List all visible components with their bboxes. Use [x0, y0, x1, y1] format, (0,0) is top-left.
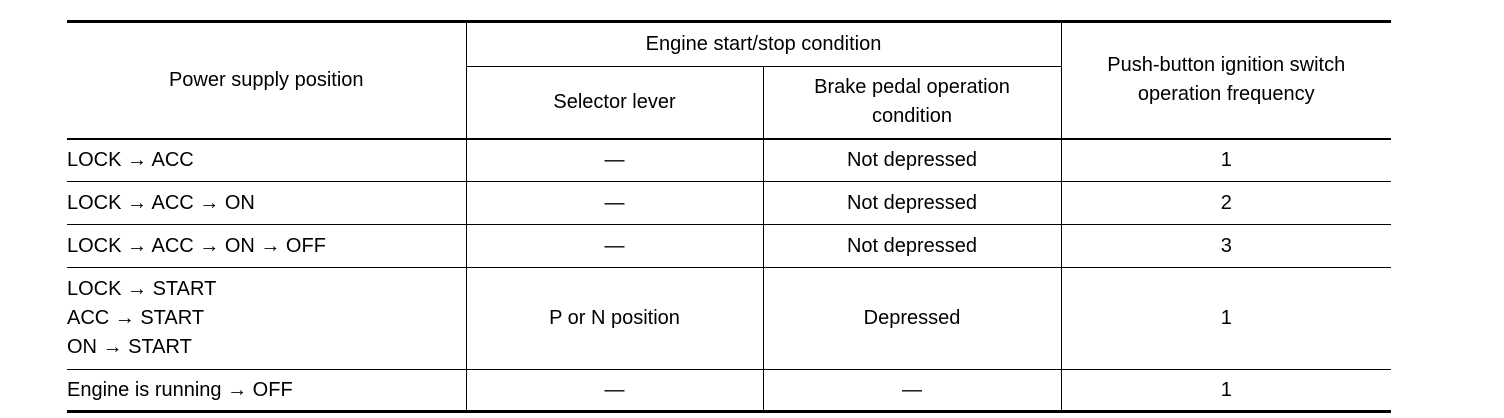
position-line: LOCK → ACC → ON [67, 191, 255, 214]
position-line: ACC → START [67, 307, 205, 329]
cell-selector-lever: — [466, 370, 763, 412]
position-line: ON → START [67, 336, 192, 358]
position-line: LOCK → ACC [67, 148, 194, 171]
position-line: LOCK → ACC → ON → OFF [67, 234, 326, 257]
position-line: Engine is running → OFF [67, 378, 293, 401]
table-row [67, 225, 1391, 268]
header-brake-line: Brake pedal operation [814, 76, 1010, 99]
cell-frequency: 2 [1061, 182, 1391, 225]
header-row-top [67, 22, 1391, 67]
cell-power-supply-position [67, 182, 466, 225]
cell-brake-pedal: Not depressed [763, 139, 1061, 182]
header-frequency-line: operation frequency [1137, 83, 1315, 106]
table-row [67, 182, 1391, 225]
position-line: LOCK → START [67, 278, 217, 300]
cell-frequency: 1 [1061, 370, 1391, 412]
table-row [67, 268, 1391, 370]
table-header [67, 22, 1391, 139]
cell-brake-pedal: Depressed [763, 268, 1061, 370]
ignition-operation-table [67, 20, 1391, 413]
header-selector-lever: Selector lever [466, 67, 763, 139]
header-frequency-line: Push-button ignition switch [1107, 54, 1346, 77]
cell-selector-lever: P or N position [466, 268, 763, 370]
cell-frequency: 1 [1061, 139, 1391, 182]
cell-frequency: 3 [1061, 225, 1391, 268]
cell-brake-pedal: Not depressed [763, 225, 1061, 268]
cell-selector-lever: — [466, 182, 763, 225]
cell-selector-lever: — [466, 225, 763, 268]
cell-power-supply-position [67, 139, 466, 182]
cell-power-supply-position [67, 268, 466, 370]
table-body [67, 139, 1391, 412]
cell-frequency: 1 [1061, 268, 1391, 370]
cell-power-supply-position [67, 370, 466, 412]
cell-power-supply-position [67, 225, 466, 268]
cell-brake-pedal: — [763, 370, 1061, 412]
cell-brake-pedal: Not depressed [763, 182, 1061, 225]
header-power-supply-position: Power supply position [67, 22, 466, 139]
table-row [67, 139, 1391, 182]
header-operation-frequency [1061, 22, 1391, 139]
cell-selector-lever: — [466, 139, 763, 182]
header-engine-start-stop-condition: Engine start/stop condition [466, 22, 1061, 67]
header-brake-pedal-condition [763, 67, 1061, 139]
table-row [67, 370, 1391, 412]
header-brake-line: condition [871, 105, 953, 128]
